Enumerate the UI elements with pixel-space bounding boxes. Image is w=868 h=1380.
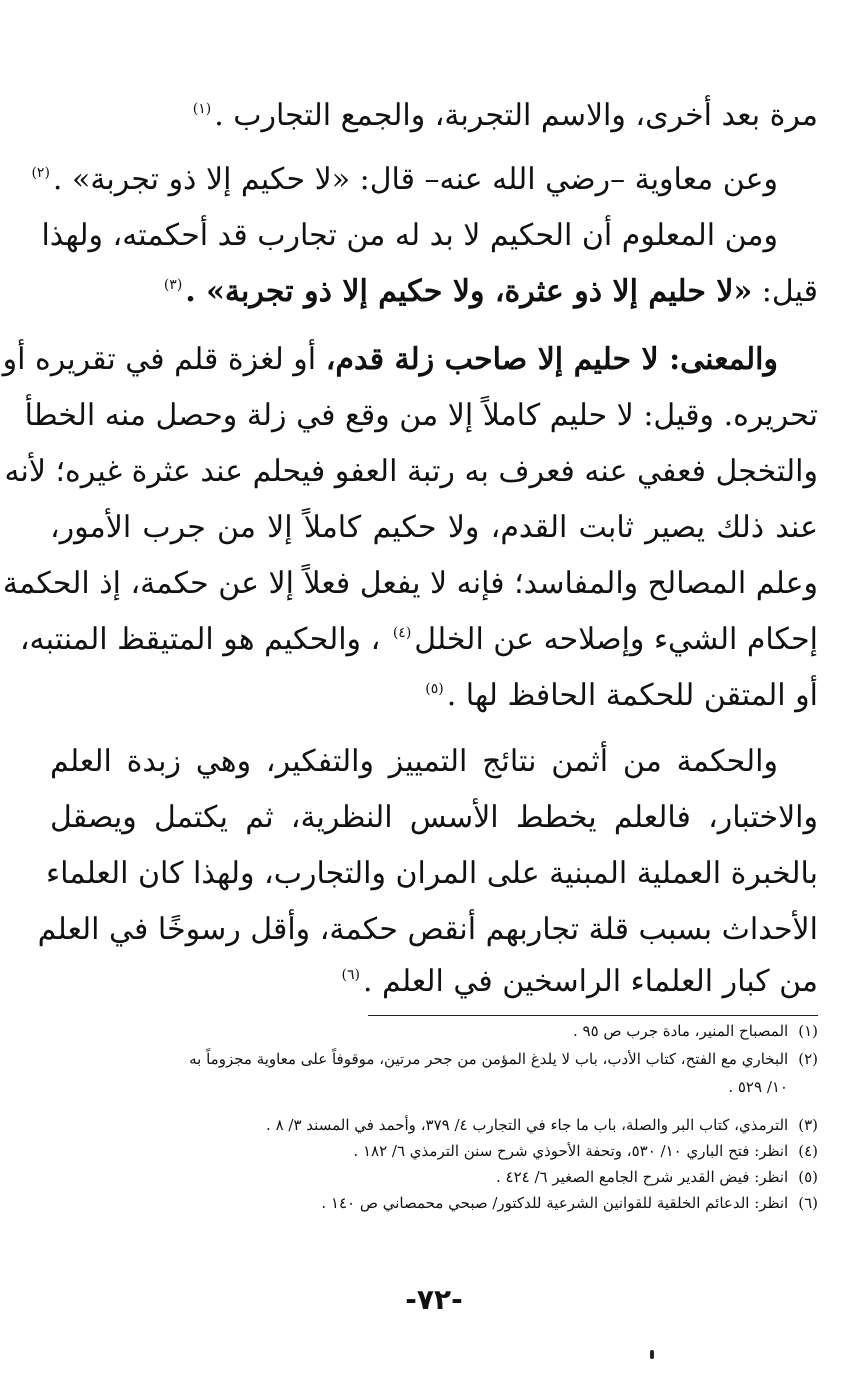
footnote-item xyxy=(50,1048,818,1070)
line-text: مرة بعد أخرى، والاسم التجربة، والجمع التجارب . xyxy=(214,98,818,133)
line-text: قيل: xyxy=(761,274,818,309)
text-line xyxy=(50,96,818,136)
footnote-number: (٢) xyxy=(798,1050,818,1068)
footnote-text: انظر: فتح الباري ١٠/ ٥٣٠، وتحفة الأحوذي شرح سنن الترمذي ٦/ ١٨٢ . xyxy=(353,1142,789,1160)
text-line: والحكمة من أثمن نتائج التمييز والتفكير، وهي زبدة العلم xyxy=(50,744,778,779)
line-text: إحكام الشيء وإصلاحه عن الخلل xyxy=(414,622,818,657)
text-line: عند ذلك يصير ثابت القدم، ولا حكيم كاملاً إلا من جرب الأمور، xyxy=(50,510,818,545)
footnote-number: (٦) xyxy=(798,1194,818,1212)
footnote-number: (٣) xyxy=(798,1116,818,1134)
footnote-continuation: ١٠/ ٥٢٩ . xyxy=(728,1078,788,1096)
bold-quote: «لا حليم إلا ذو عثرة، ولا حكيم إلا ذو تجربة» . xyxy=(185,274,753,309)
footnote-item xyxy=(50,1020,818,1042)
line-text: أو المتقن للحكمة الحافظ لها . xyxy=(446,678,818,713)
footnote-item xyxy=(50,1114,818,1136)
text-line xyxy=(50,962,818,1002)
line-text: وعن معاوية –رضي الله عنه– قال: «لا حكيم إلا ذو تجربة» . xyxy=(52,162,778,197)
text-line xyxy=(2,340,778,380)
footnote-number: (٥) xyxy=(798,1168,818,1186)
footnote-text: البخاري مع الفتح، كتاب الأدب، باب لا يلدغ المؤمن من جحر مرتين، موقوفاً على معاوية مجزوماً به xyxy=(189,1050,789,1068)
text-line: بالخبرة العملية المبنية على المران والتجارب، ولهذا كان العلماء xyxy=(45,856,818,891)
text-line xyxy=(19,620,818,660)
footnote-text: انظر: فيض القدير شرح الجامع الصغير ٦/ ٤٢٤ . xyxy=(495,1168,789,1186)
footnote-ref[interactable]: (١) xyxy=(192,101,212,117)
footnote-ref[interactable]: (٥) xyxy=(425,681,444,697)
footnote-text: الترمذي، كتاب البر والصلة، باب ما جاء في التجارب ٤/ ٣٧٩، وأحمد في المسند ٣/ ٨ . xyxy=(266,1116,789,1134)
line-text: أو لغزة قلم في تقريره أو xyxy=(2,342,317,377)
page-number: -٧٢- xyxy=(405,1283,463,1316)
footnote-number: (٤) xyxy=(798,1142,818,1160)
footnote-item xyxy=(50,1192,818,1214)
bold-term: والمعنى: لا حليم إلا صاحب زلة قدم، xyxy=(325,342,778,377)
footnote-text: انظر: الدعائم الخلقية للقوانين الشرعية للدكتور/ صبحي محمصاني ص ١٤٠ . xyxy=(321,1194,789,1212)
footnote-ref[interactable]: (٤) xyxy=(392,625,412,641)
line-text: من كبار العلماء الراسخين في العلم . xyxy=(362,964,818,999)
line-text: ، والحكيم هو المتيقظ المنتبه، xyxy=(19,622,381,657)
footnote-number: (١) xyxy=(798,1022,818,1040)
text-line: والاختبار، فالعلم يخطط الأسس النظرية، ثم يكتمل ويصقل xyxy=(50,800,818,835)
text-line xyxy=(31,160,778,200)
footnote-separator xyxy=(368,1015,818,1016)
text-line xyxy=(50,272,818,312)
footnote-item xyxy=(50,1166,818,1188)
text-line: الأحداث بسبب قلة تجاربهم أنقص حكمة، وأقل رسوخًا في العلم xyxy=(37,912,818,947)
footnote-ref[interactable]: (٣) xyxy=(163,277,183,293)
ink-mark xyxy=(650,1350,654,1359)
text-line: تحريره. وقيل: لا حليم كاملاً إلا من وقع في زلة وحصل منه الخطأ xyxy=(24,398,818,433)
text-line xyxy=(50,676,818,716)
text-line: والتخجل فعفي عنه فعرف به رتبة العفو فيحلم عند عثرة غيره؛ لأنه xyxy=(4,454,818,489)
footnote-ref[interactable]: (٢) xyxy=(31,165,50,181)
footnote-text: المصباح المنير، مادة جرب ص ٩٥ . xyxy=(572,1022,789,1040)
footnote-ref[interactable]: (٦) xyxy=(341,967,360,983)
text-line: وعلم المصالح والمفاسد؛ فإنه لا يفعل فعلاً إلا عن حكمة، إذ الحكمة xyxy=(2,566,818,601)
footnote-item xyxy=(50,1140,818,1162)
text-line: ومن المعلوم أن الحكيم لا بد له من تجارب قد أحكمته، ولهذا xyxy=(41,218,778,253)
